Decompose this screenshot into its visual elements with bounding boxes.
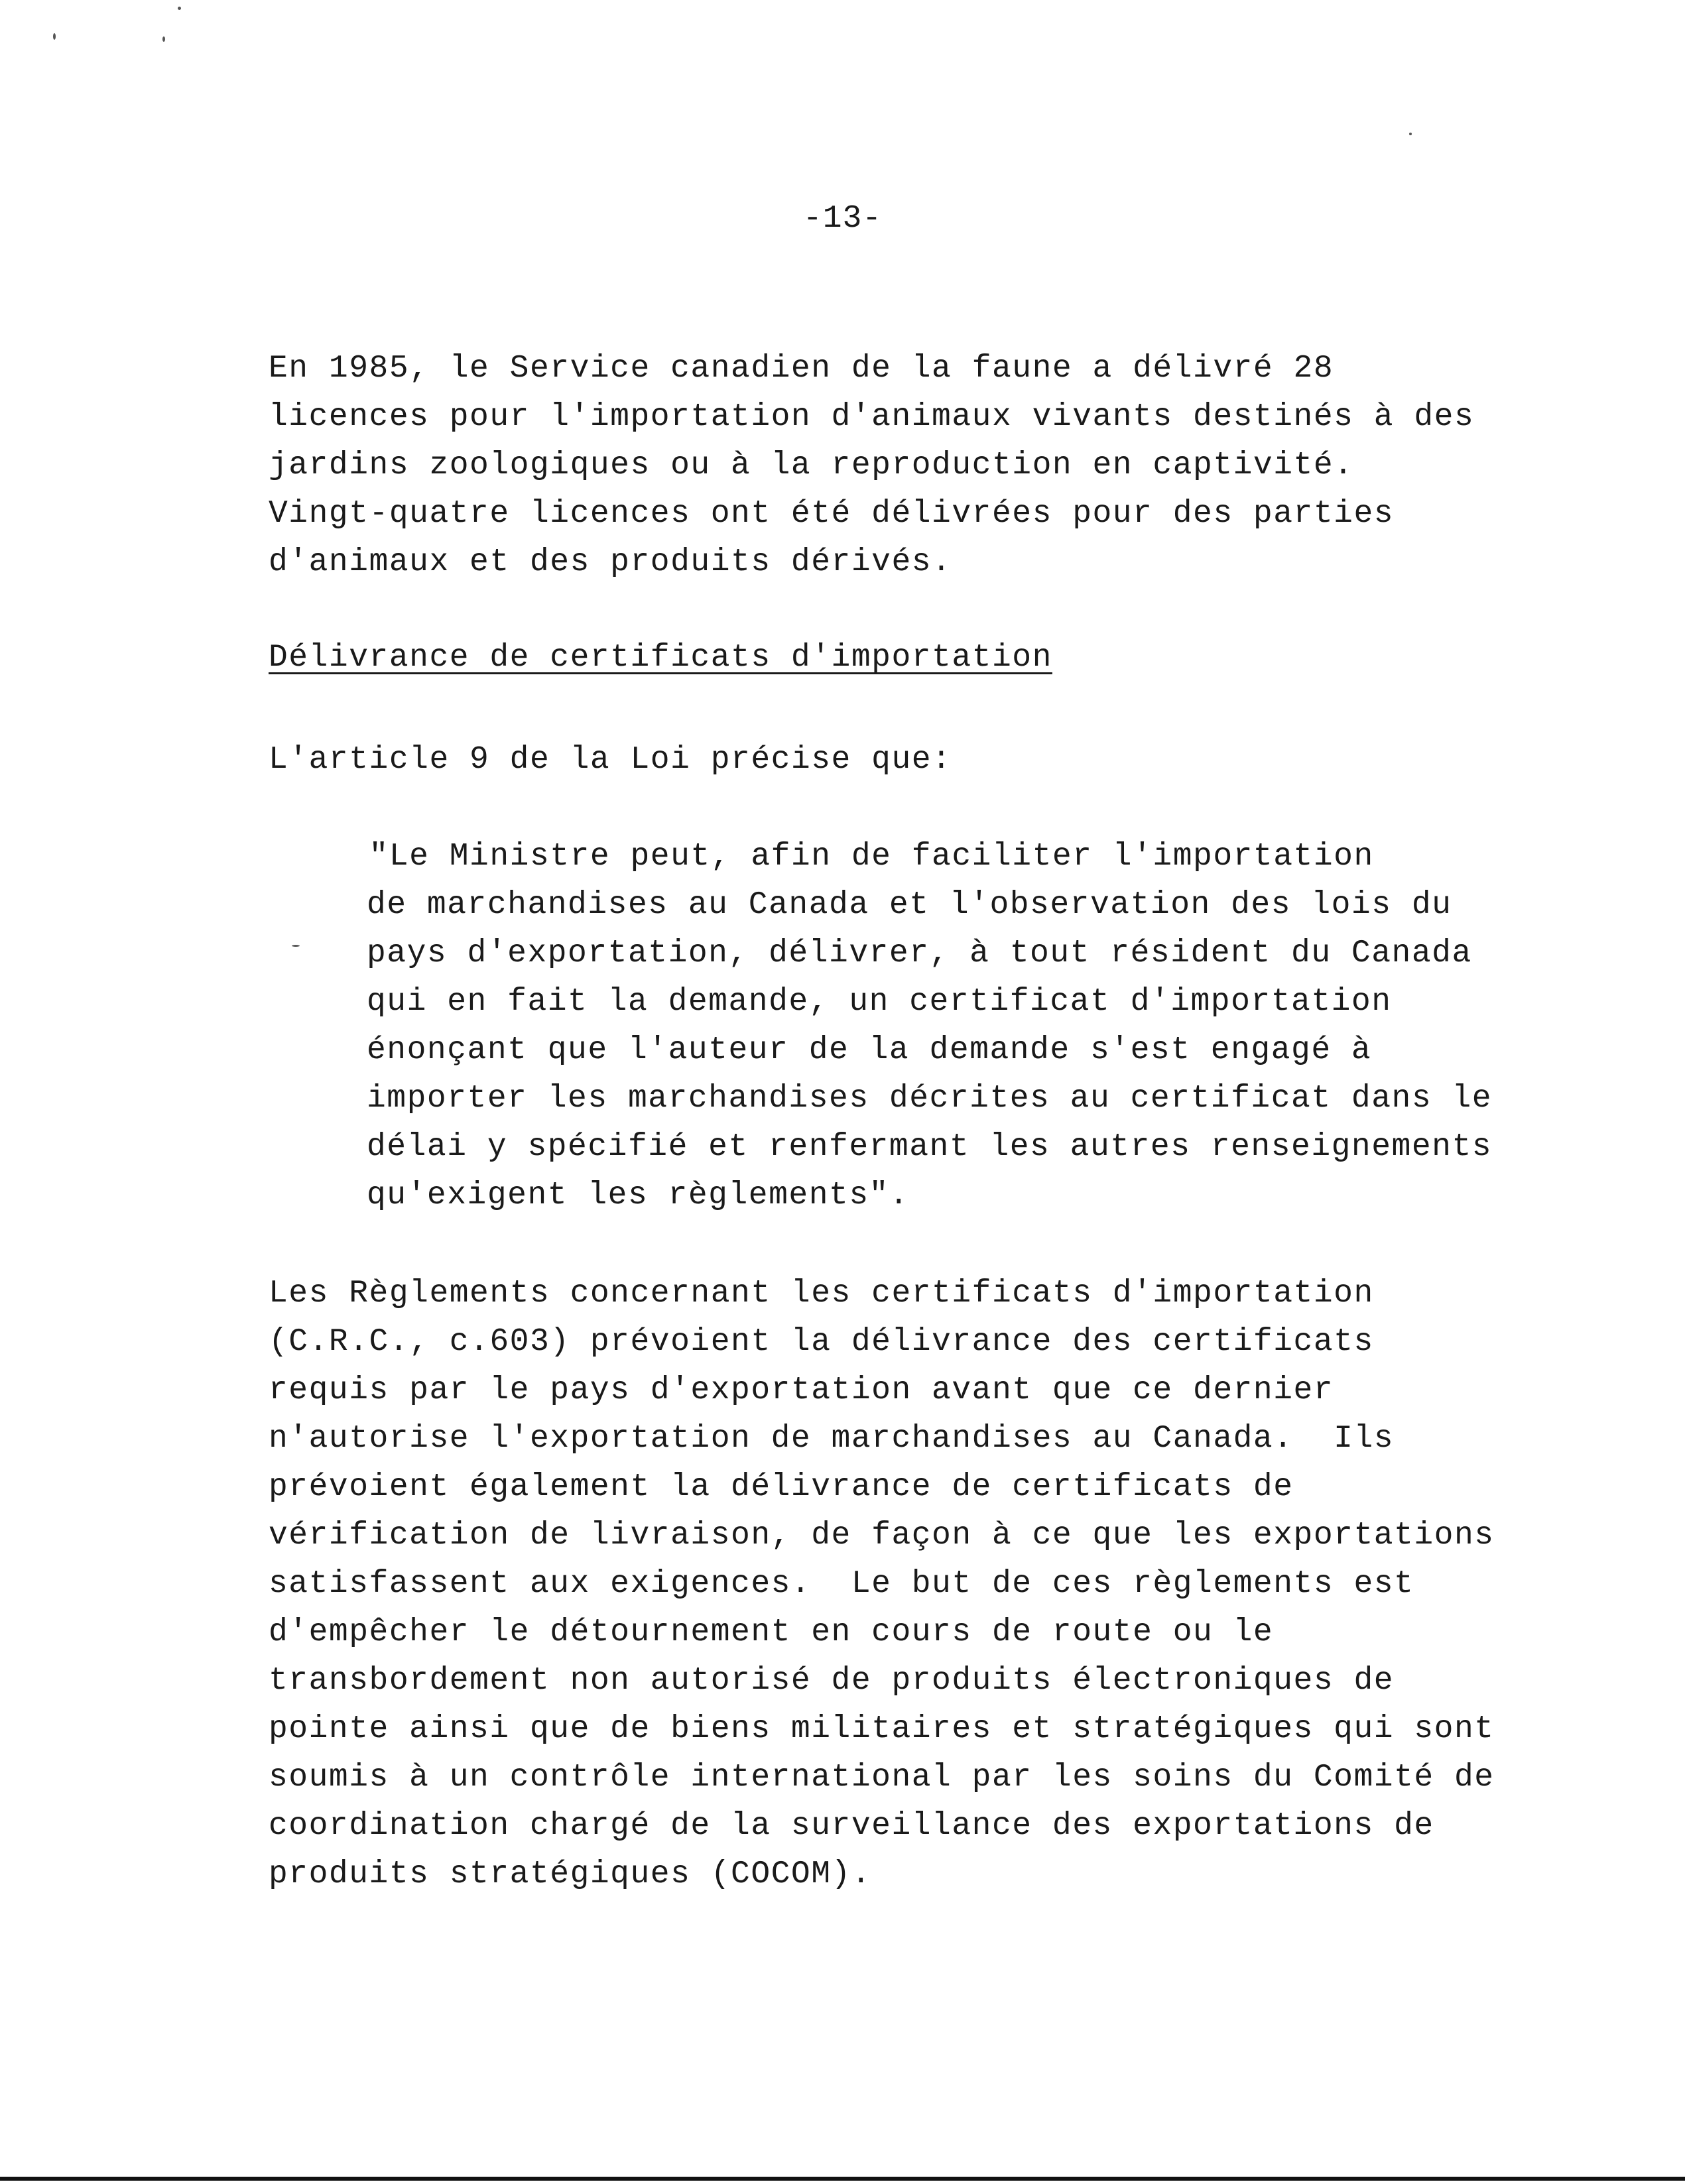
scan-speck	[292, 945, 300, 947]
bottom-edge-rule	[0, 2177, 1685, 2181]
paragraph-line: soumis à un contrôle international par les soins du Comité de	[269, 1760, 1495, 1795]
section-heading: Délivrance de certificats d'importation	[269, 640, 1052, 676]
paragraph-line: n'autorise l'exportation de marchandises au Canada. Ils	[269, 1421, 1395, 1457]
quote-line: énonçant que l'auteur de la demande s'est engagé à	[367, 1032, 1372, 1068]
paragraph-line: En 1985, le Service canadien de la faune a délivré 28	[269, 351, 1334, 387]
paragraph-line: jardins zoologiques ou à la reproduction en captivité.	[269, 448, 1354, 483]
quote-line: importer les marchandises décrites au certificat dans le	[367, 1081, 1493, 1117]
paragraph-line: d'empêcher le détournement en cours de route ou le	[269, 1614, 1274, 1650]
paragraph-reglements	[269, 1270, 1568, 1899]
quote-line: délai y spécifié et renfermant les autres renseignements	[367, 1129, 1493, 1165]
paragraph-line: produits stratégiques (COCOM).	[269, 1856, 872, 1892]
scan-speck	[53, 33, 56, 40]
scan-speck	[178, 7, 181, 10]
intro-paragraph	[269, 736, 1568, 784]
quote-line: pays d'exportation, délivrer, à tout résident du Canada	[367, 936, 1472, 971]
scan-speck	[162, 36, 165, 42]
paragraph-line: Vingt-quatre licences ont été délivrées pour des parties	[269, 496, 1395, 532]
paragraph-line: satisfassent aux exigences. Le but de ces règlements est	[269, 1566, 1414, 1602]
scan-speck	[1409, 133, 1412, 135]
page-number: -13-	[802, 201, 883, 237]
paragraph-line: d'animaux et des produits dérivés.	[269, 544, 952, 580]
paragraph-line: coordination chargé de la surveillance des exportations de	[269, 1808, 1434, 1844]
paragraph-line: Les Règlements concernant les certificats d'importation	[269, 1276, 1374, 1311]
paragraph-line: prévoient également la délivrance de certificats de	[269, 1469, 1294, 1505]
intro-line: L'article 9 de la Loi précise que:	[269, 742, 952, 778]
paragraph-line: (C.R.C., c.603) prévoient la délivrance des certificats	[269, 1324, 1374, 1360]
paragraph-livraison-licences	[269, 345, 1568, 587]
paragraph-line: pointe ainsi que de biens militaires et stratégiques qui sont	[269, 1711, 1495, 1747]
quote-line: "Le Ministre peut, afin de faciliter l'importation	[269, 839, 1374, 875]
quote-line: qui en fait la demande, un certificat d'importation	[367, 984, 1392, 1020]
paragraph-line: transbordement non autorisé de produits électroniques de	[269, 1663, 1395, 1699]
quote-line: qu'exigent les règlements".	[367, 1178, 910, 1213]
paragraph-line: requis par le pays d'exportation avant que ce dernier	[269, 1372, 1334, 1408]
quoted-passage	[269, 833, 1600, 1220]
paragraph-line: vérification de livraison, de façon à ce que les exportations	[269, 1518, 1495, 1553]
paragraph-line: licences pour l'importation d'animaux vivants destinés à des	[269, 399, 1475, 435]
quote-line: de marchandises au Canada et l'observation des lois du	[367, 887, 1452, 923]
